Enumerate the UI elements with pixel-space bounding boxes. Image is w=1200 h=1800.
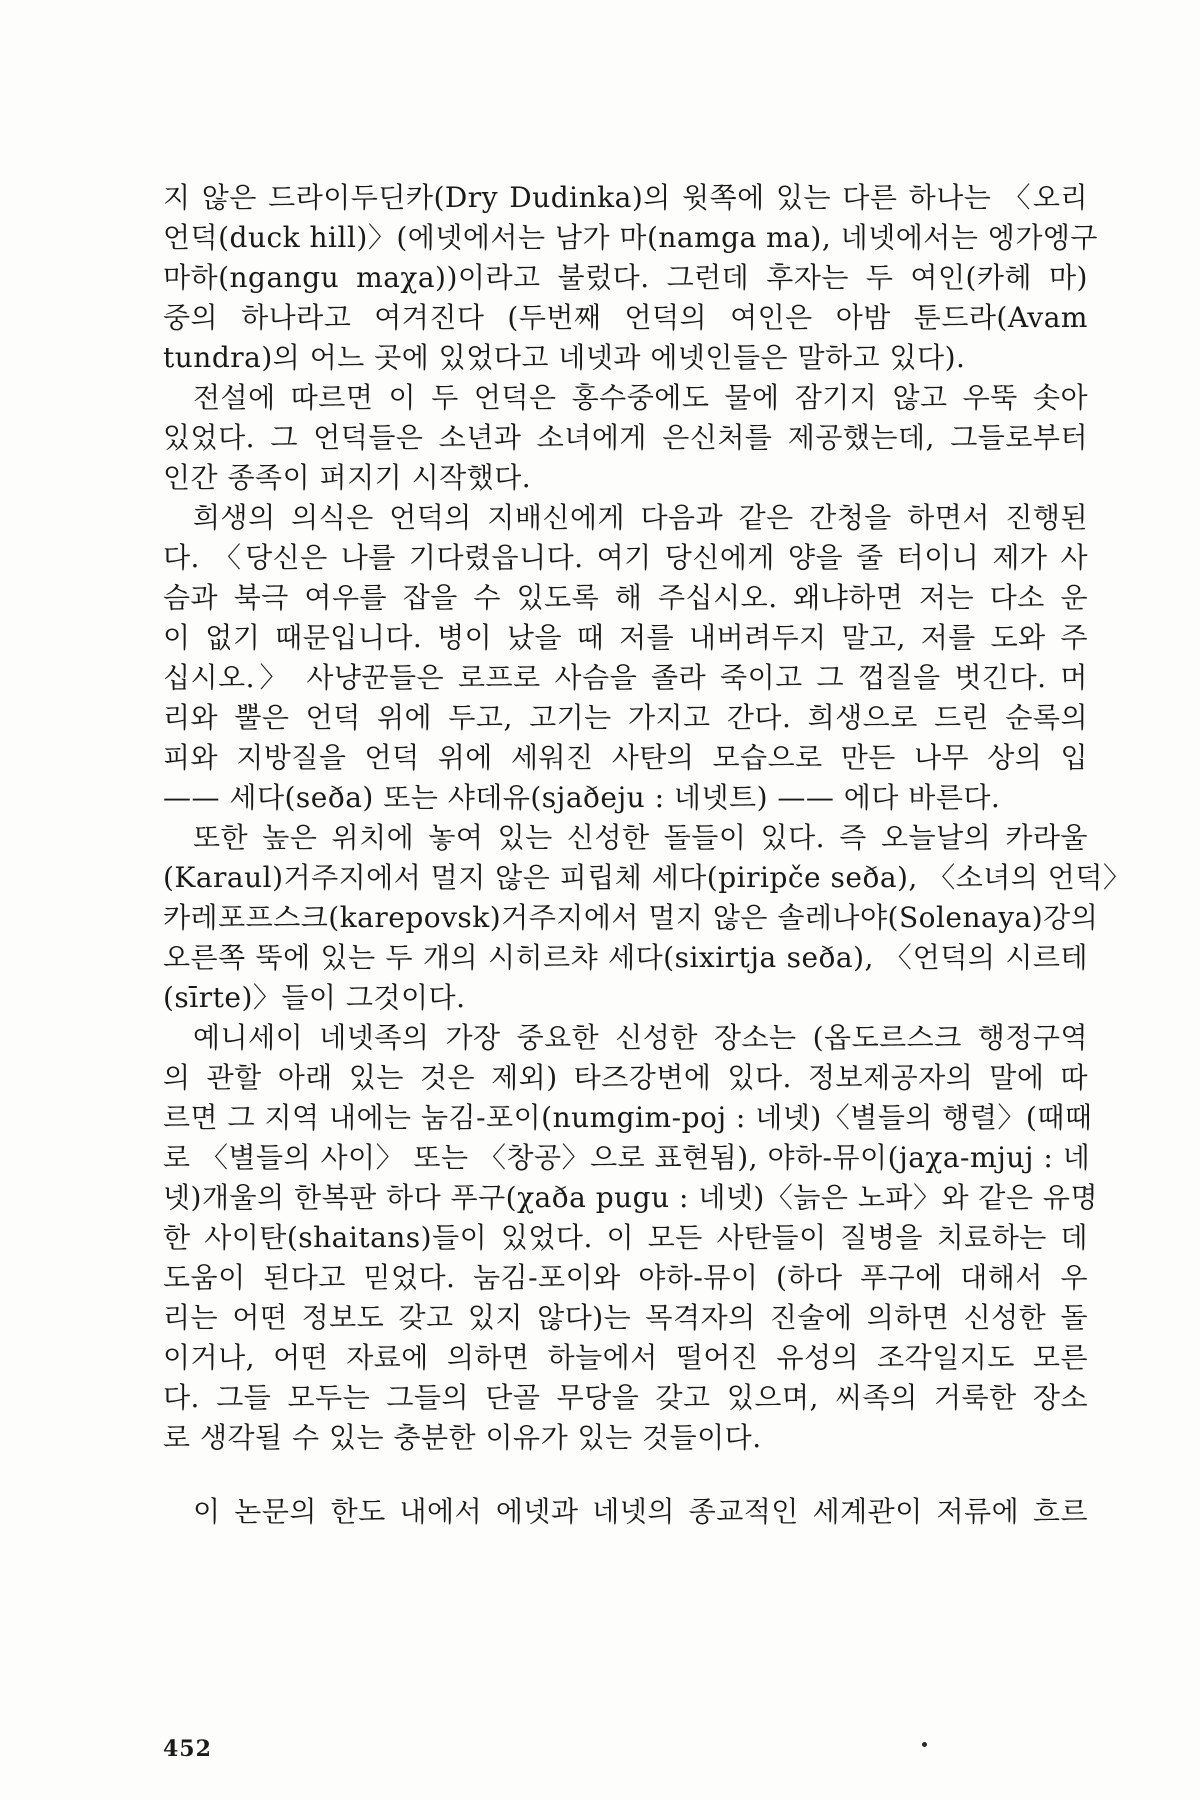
text-line: 인간 종족이 퍼지기 시작했다. — [163, 461, 532, 494]
text-line: 리는 어떤 정보도 갖고 있지 않다)는 목격자의 진술에 의하면 신성한 돌 — [163, 1301, 1088, 1334]
text-line: 이 없기 때문입니다. 병이 났을 때 저를 내버려두지 말고, 저를 도와 주 — [163, 621, 1088, 654]
text-line: 오른쪽 뚝에 있는 두 개의 시히르챠 세다(sixirtja seða), 〈언덕의 시르테 — [163, 941, 1088, 974]
text-line: 지 않은 드라이두딘카(Dry Dudinka)의 윗쪽에 있는 다른 하나는 〈오리 — [163, 181, 1088, 214]
text-line: 한 사이탄(shaitans)들이 있었다. 이 모든 사탄들이 질병을 치료하는 데 — [163, 1221, 1088, 1254]
text-line: tundra)의 어느 곳에 있었다고 네넷과 에넷인들은 말하고 있다). — [163, 341, 966, 374]
body-text — [163, 178, 1132, 1532]
text-line: 이 논문의 한도 내에서 에넷과 네넷의 종교적인 세계관이 저류에 흐르 — [193, 1495, 1088, 1528]
text-line: 슴과 북극 여우를 잡을 수 있도록 해 주십시오. 왜냐하면 저는 다소 운 — [163, 581, 1088, 614]
text-line: 로 생각될 수 있는 충분한 이유가 있는 것들이다. — [163, 1421, 762, 1454]
text-line: 도움이 된다고 믿었다. 눔김-포이와 야하-뮤이 (하다 푸구에 대해서 우 — [163, 1261, 1088, 1294]
text-line: 다. 그들 모두는 그들의 단골 무당을 갖고 있으며, 씨족의 거룩한 장소 — [163, 1381, 1088, 1414]
text-line: 십시오.〉 사냥꾼들은 로프로 사슴을 졸라 죽이고 그 껍질을 벗긴다. 머 — [163, 661, 1088, 694]
text-line: 중의 하나라고 여겨진다 (두번째 언덕의 여인은 아밤 툰드라(Avam — [163, 301, 1088, 334]
text-line: 르면 그 지역 내에는 눔김-포이(numgim-poj : 네넷)〈별들의 행렬〉(때때 — [163, 1101, 1093, 1134]
section-gap — [163, 1458, 1088, 1492]
text-line: 다. 〈당신은 나를 기다렸읍니다. 여기 당신에게 양을 줄 터이니 제가 사 — [163, 541, 1088, 574]
text-line: 피와 지방질을 언덕 위에 세워진 사탄의 모습으로 만든 나무 상의 입 — [163, 741, 1088, 774]
text-line: 의 관할 아래 있는 것은 제외) 타즈강변에 있다. 정보제공자의 말에 따 — [163, 1061, 1088, 1094]
print-speck — [922, 1742, 927, 1747]
text-line: 전설에 따르면 이 두 언덕은 홍수중에도 물에 잠기지 않고 우뚝 솟아 — [193, 381, 1088, 414]
text-line: 로 〈별들의 사이〉 또는 〈창공〉으로 표현됨), 야하-뮤이(jaχa-mjuj : 네 — [163, 1141, 1091, 1174]
text-line: (Karaul)거주지에서 멀지 않은 피립체 세다(piripče seða), 〈소녀의 언덕〉 — [163, 861, 1132, 894]
text-line: —— 세다(seðа) 또는 샤데유(sjaðeju : 네넷트) —— 에다 바른다. — [163, 781, 1001, 814]
text-line: 리와 뿔은 언덕 위에 두고, 고기는 가지고 간다. 희생으로 드린 순록의 — [163, 701, 1088, 734]
text-line: 카레포프스크(karepovsk)거주지에서 멀지 않은 솔레나야(Solenaya)강의 — [163, 901, 1099, 934]
text-line: 넷)개울의 한복판 하다 푸구(χaða pugu : 네넷)〈늙은 노파〉와 같은 유명 — [163, 1181, 1098, 1214]
text-line: 희생의 의식은 언덕의 지배신에게 다음과 같은 간청을 하면서 진행된 — [193, 501, 1088, 534]
text-line: 있었다. 그 언덕들은 소년과 소녀에게 은신처를 제공했는데, 그들로부터 — [163, 421, 1088, 454]
text-line: 이거나, 어떤 자료에 의하면 하늘에서 떨어진 유성의 조각일지도 모른 — [163, 1341, 1088, 1374]
text-line: 또한 높은 위치에 놓여 있는 신성한 돌들이 있다. 즉 오늘날의 카라울 — [193, 821, 1088, 854]
text-line: 마하(ngangu maχa))이라고 불렀다. 그런데 후자는 두 여인(카헤 마) — [163, 261, 1088, 294]
text-line: 언덕(duck hill)〉(에넷에서는 남가 마(namga ma), 네넷에서는 엥가엥구 — [163, 221, 1098, 254]
text-line: (sīrte)〉들이 그것이다. — [163, 981, 466, 1014]
page-number: 452 — [163, 1736, 212, 1762]
text-line: 예니세이 네넷족의 가장 중요한 신성한 장소는 (옵도르스크 행정구역 — [193, 1021, 1088, 1054]
